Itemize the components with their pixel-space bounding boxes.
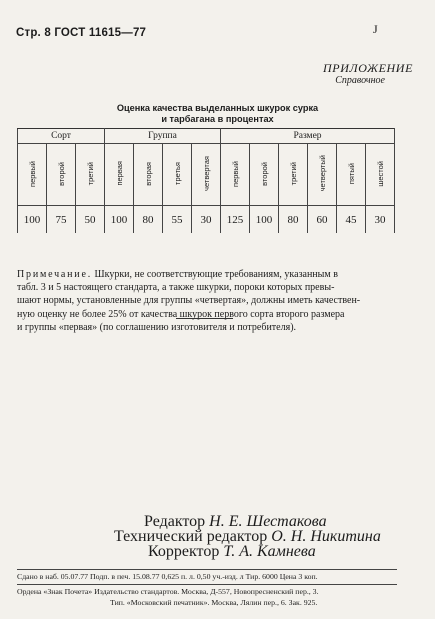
page-header-standard-number: Стр. 8 ГОСТ 11615—77	[16, 27, 147, 39]
group-header-group: Группа	[105, 129, 221, 144]
table-cell: 30	[366, 206, 395, 234]
table-cell: 55	[163, 206, 192, 234]
table-row	[18, 206, 395, 234]
appendix-title: ПРИЛОЖЕНИЕ	[323, 61, 413, 75]
footer-rule	[17, 569, 397, 570]
table-group-header-row	[18, 129, 395, 144]
table-cell: 60	[308, 206, 337, 234]
column-header: первый	[221, 144, 250, 206]
footer-rule-2	[17, 584, 397, 585]
table-cell: 80	[134, 206, 163, 234]
column-header: первый	[18, 144, 47, 206]
table-cell: 50	[76, 206, 105, 234]
table-note	[17, 268, 395, 334]
column-header: третья	[163, 144, 192, 206]
table-cell: 100	[250, 206, 279, 234]
column-header: второй	[47, 144, 76, 206]
note-line-3: шают нормы, установленные для группы «четвертая», должны иметь качествен-	[17, 295, 361, 307]
group-header-size: Размер	[221, 129, 395, 144]
note-line-5: и группы «первая» (по соглашению изготовителя и потребителя).	[17, 321, 297, 333]
table-cell: 100	[105, 206, 134, 234]
column-header: пятый	[337, 144, 366, 206]
appendix-subtitle: Справочное	[335, 75, 385, 86]
note-line-2: табл. 3 и 5 настоящего стандарта, а также шкурки, пороки которых превы-	[17, 282, 335, 294]
table-title-line-1: Оценка качества выделанных шкурок сурка	[116, 103, 319, 113]
note-line-4: ную оценку не более 25% от качества шкурок первого сорта второго размера	[17, 308, 345, 320]
table-cell: 75	[47, 206, 76, 234]
column-header: четвертая	[192, 144, 221, 206]
table-cell: 45	[337, 206, 366, 234]
table-title-line-2: и тарбагана в процентах	[161, 114, 274, 124]
column-header: второй	[250, 144, 279, 206]
footer-printer: Тип. «Московский печатник». Москва, Лялин пер., 6. Зак. 925.	[110, 598, 318, 607]
credit-editor: Редактор Н. Е. Шестакова	[144, 513, 327, 530]
note-lead: Примечание.	[17, 269, 93, 280]
table-cell: 100	[18, 206, 47, 234]
credit-proofreader: Корректор Т. А. Камнева	[148, 543, 316, 560]
table-cell: 80	[279, 206, 308, 234]
footer-publisher: Ордена «Знак Почета» Издательство стандартов. Москва, Д-557, Новопресненский пер., 3.	[17, 587, 319, 596]
handwritten-mark: J	[373, 22, 378, 36]
note-line-1: Примечание. Шкурки, не соответствующие требованиям, указанным в	[17, 269, 338, 280]
column-header: третий	[279, 144, 308, 206]
quality-grades-table	[17, 128, 395, 233]
column-header: шестой	[366, 144, 395, 206]
section-divider	[176, 318, 233, 319]
table-column-header-row	[18, 144, 395, 206]
column-header: вторая	[134, 144, 163, 206]
column-header: первая	[105, 144, 134, 206]
table-cell: 125	[221, 206, 250, 234]
footer-print-info: Сдано в наб. 05.07.77 Подп. в печ. 15.08.77 0,625 п. л. 0,50 уч.-изд. л Тир. 6000 Цена 3 коп.	[17, 572, 318, 581]
credit-technical-editor: Технический редактор О. Н. Никитина	[114, 528, 381, 545]
group-header-grade: Сорт	[18, 129, 105, 144]
column-header: четвертый	[308, 144, 337, 206]
column-header: третий	[76, 144, 105, 206]
table-cell: 30	[192, 206, 221, 234]
table-title	[0, 103, 435, 125]
